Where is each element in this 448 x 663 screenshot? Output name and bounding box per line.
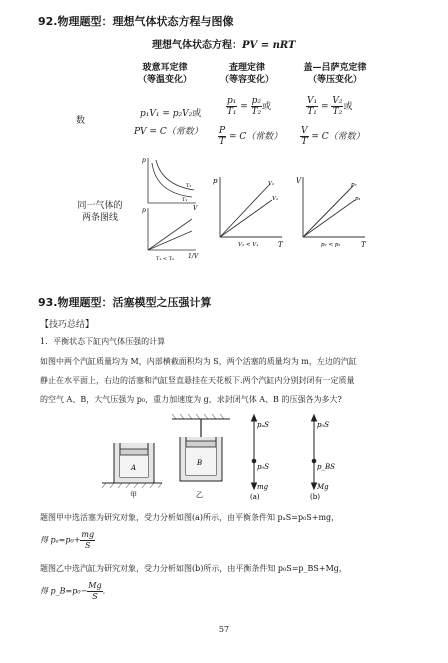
problem-line-1: 如图中两个汽缸质量均为 M，内部横截面积均为 S，两个活塞的质量均为 m，左边的汽缸	[40, 357, 357, 366]
result-2	[40, 581, 105, 602]
force-label: pₐS	[257, 421, 269, 429]
law-name: 玻意耳定律	[142, 63, 188, 73]
page-number: 57	[218, 625, 230, 634]
ideal-gas-equation	[152, 36, 295, 51]
equation-label: 理想气体状态方程：	[152, 40, 242, 51]
force-label: Mg	[317, 483, 329, 491]
law-name: 盖—吕萨克定律	[303, 63, 367, 73]
diagram-caption: (a)	[250, 493, 260, 501]
line-label: V₁	[272, 196, 279, 202]
item-1-heading: 1．平衡状态下缸内气体压强的计算	[40, 337, 166, 346]
denominator: S	[92, 592, 98, 601]
row-label: 数	[76, 116, 86, 126]
boyle-law-caption	[130, 62, 200, 86]
cylinder-figure	[100, 413, 235, 501]
two-lines-label: 同一气体的 两条图线	[77, 201, 123, 223]
charles-formula-2	[218, 126, 282, 147]
charles-law-caption	[212, 62, 282, 86]
numerator: p₂	[251, 96, 262, 106]
formula-or: 或	[343, 102, 353, 112]
axis-label: T	[361, 241, 366, 249]
axis-label: p	[142, 207, 146, 214]
numerator: V₁	[307, 96, 318, 106]
axis-label: V	[193, 205, 198, 210]
line-label: p₁	[355, 196, 361, 202]
formula-or: 或	[262, 102, 272, 112]
line-label: V₂	[268, 181, 275, 187]
force-label: p₀S	[317, 421, 330, 429]
force-label: mg	[257, 483, 269, 491]
force-label: p₀S	[257, 463, 270, 471]
numerator: Mg	[88, 581, 102, 590]
section-92-title: 92.物理题型：理想气体状态方程与图像	[38, 15, 234, 28]
result-suffix: .	[102, 586, 106, 596]
solution-2: 题图乙中选汽缸为研究对象，受力分析如图(b)所示，由平衡条件知 p₀S=p_BS+Mg，	[40, 564, 347, 573]
curve-label: T₂	[186, 183, 192, 189]
denominator: T₁	[226, 107, 237, 117]
figure-label: 乙	[196, 491, 203, 499]
formula-constant: = C（常数）	[311, 132, 365, 142]
force-label: p_BS	[317, 463, 335, 471]
problem-line-3: 的空气 A、B，大气压强为 p₀，重力加速度为 g，求封闭气体 A、B 的压强各为多大?	[40, 395, 342, 404]
graph-note: T₁ < T₂	[156, 256, 175, 262]
numerator: p₁	[227, 96, 237, 106]
denominator: T	[301, 137, 308, 147]
law-condition: （等容变化）	[219, 75, 274, 85]
gas-label: A	[131, 464, 137, 472]
gay-lussac-vt-graph	[293, 172, 373, 252]
figure-label: 甲	[130, 491, 137, 499]
result-prefix: 得 pₐ=p₀+	[40, 535, 81, 545]
result-prefix: 得 p_B=p₀−	[40, 586, 88, 596]
denominator: T₁	[307, 107, 317, 117]
denominator: T₂	[332, 107, 343, 117]
denominator: S	[85, 541, 91, 550]
graph-note: p₂ < p₁	[321, 242, 341, 248]
formula-text: p₁V₁ = p₂V₂	[140, 109, 193, 119]
curve-label: T₁	[182, 197, 188, 203]
tips-heading: 【技巧总结】	[40, 320, 95, 330]
section-93-title: 93.物理题型：活塞模型之压强计算	[38, 296, 212, 309]
problem-line-2: 静止在水平面上，右边的活塞和汽缸竖直悬挂在天花板下.两个汽缸内分别封闭有一定质量	[40, 376, 355, 385]
numerator: V	[301, 126, 308, 136]
denominator: T₂	[251, 107, 262, 117]
boyle-formula-2: PV = C（常数）	[134, 127, 203, 137]
law-condition: （等温变化）	[137, 75, 192, 85]
graph-note: V₂ < V₁	[238, 242, 259, 248]
boyle-formula-1	[140, 106, 201, 119]
axis-label: 1/V	[188, 253, 199, 260]
boyle-pv-graph	[140, 155, 200, 210]
denominator: T	[219, 137, 226, 147]
result-1	[40, 530, 95, 551]
gas-label: B	[197, 459, 203, 467]
gay-lussac-formula-2	[300, 126, 365, 147]
charles-pt-graph	[210, 172, 290, 252]
charles-formula-1: $\frac{\text{p₁}}{\text{T₁}}$ = $\frac{\text{p₂}}{\text{T₂}}$ 或	[226, 96, 272, 117]
law-name: 查理定律	[228, 63, 265, 73]
numerator: V₂	[332, 96, 343, 106]
diagram-caption: (b)	[310, 493, 320, 501]
force-diagrams	[240, 413, 350, 501]
numerator: mg	[81, 530, 95, 539]
boyle-p-inverse-v-graph	[140, 205, 200, 265]
solution-1: 题图甲中选活塞为研究对象，受力分析如图(a)所示，由平衡条件知 pₐS=p₀S+mg，	[40, 513, 340, 522]
equation-formula: PV = nRT	[242, 40, 296, 51]
numerator: P	[219, 126, 226, 136]
axis-label: T	[278, 241, 283, 249]
line-label: p₂	[351, 182, 357, 188]
gay-lussac-formula-1: $\frac{\text{V₁}}{\text{T₁}}$ = $\frac{\text{V₂}}{\text{T₂}}$ 或	[307, 96, 353, 117]
gay-lussac-law-caption	[290, 62, 380, 86]
axis-label: p	[213, 177, 218, 185]
law-condition: （等压变化）	[307, 75, 362, 85]
formula-or: 或	[192, 109, 202, 119]
axis-label: p	[142, 157, 146, 164]
formula-constant: = C（常数）	[228, 132, 283, 142]
axis-label: V	[296, 177, 302, 185]
